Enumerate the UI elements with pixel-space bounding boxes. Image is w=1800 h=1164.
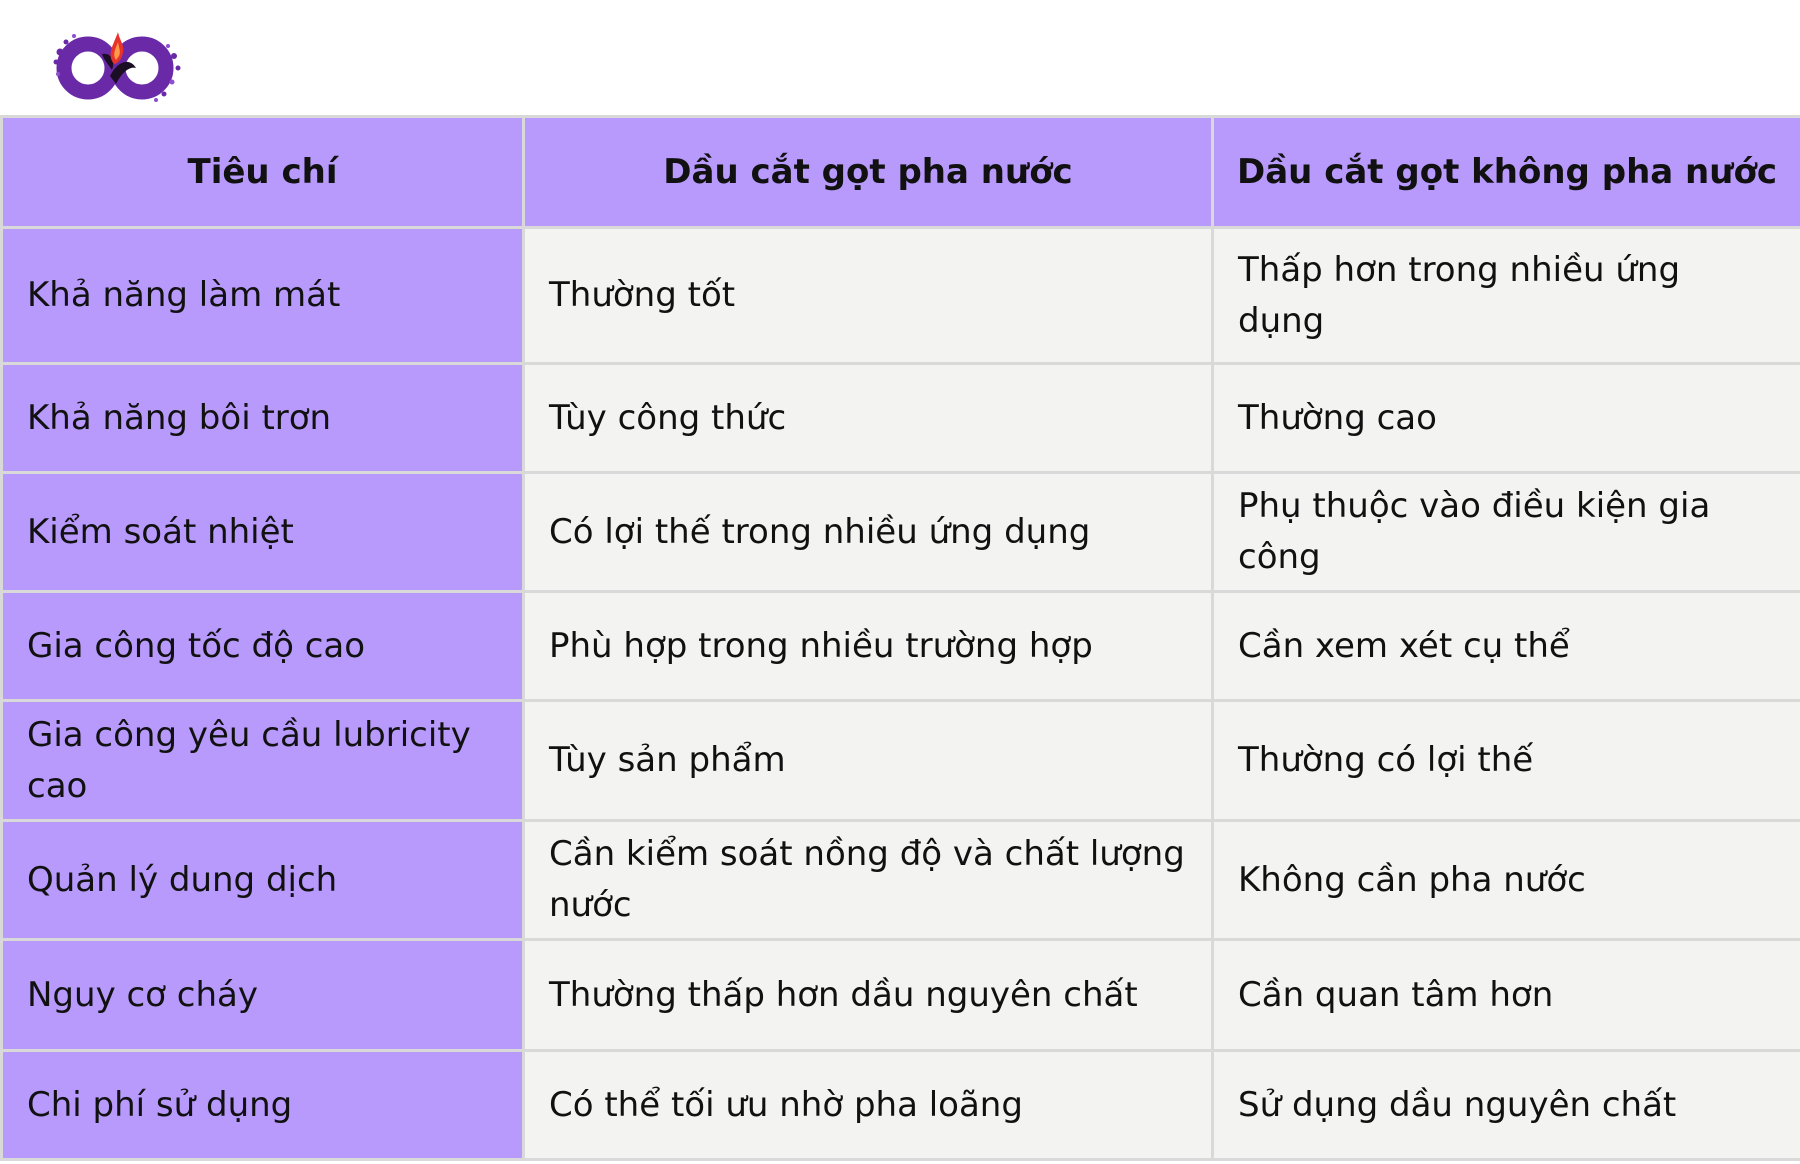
criteria-cell: Khả năng bôi trơn	[2, 364, 524, 473]
table-row	[2, 473, 1800, 592]
header-criteria: Tiêu chí	[2, 117, 524, 228]
header-water-miscible-oil: Dầu cắt gọt pha nước	[524, 117, 1213, 228]
table-cell: Không cần pha nước	[1213, 821, 1800, 940]
table-row	[2, 940, 1800, 1051]
table-cell: Thường cao	[1213, 364, 1800, 473]
table-cell: Cần xem xét cụ thể	[1213, 592, 1800, 701]
table-row	[2, 592, 1800, 701]
table-row	[2, 821, 1800, 940]
table-cell: Sử dụng dầu nguyên chất	[1213, 1051, 1800, 1160]
table-cell: Tùy sản phẩm	[524, 701, 1213, 821]
header-neat-oil: Dầu cắt gọt không pha nước	[1213, 117, 1800, 228]
table-cell: Phù hợp trong nhiều trường hợp	[524, 592, 1213, 701]
table-cell: Có thể tối ưu nhờ pha loãng	[524, 1051, 1213, 1160]
table-row	[2, 228, 1800, 364]
criteria-cell: Gia công tốc độ cao	[2, 592, 524, 701]
table-cell: Thường có lợi thế	[1213, 701, 1800, 821]
table-row	[2, 1051, 1800, 1160]
criteria-cell: Quản lý dung dịch	[2, 821, 524, 940]
table-cell: Cần kiểm soát nồng độ và chất lượng nước	[524, 821, 1213, 940]
table-cell: Tùy công thức	[524, 364, 1213, 473]
table-cell: Cần quan tâm hơn	[1213, 940, 1800, 1051]
criteria-cell: Kiểm soát nhiệt	[2, 473, 524, 592]
table-cell: Thường thấp hơn dầu nguyên chất	[524, 940, 1213, 1051]
infinity-flame-logo-icon	[52, 24, 182, 104]
table-row	[2, 701, 1800, 821]
criteria-cell: Gia công yêu cầu lubricity cao	[2, 701, 524, 821]
criteria-cell: Khả năng làm mát	[2, 228, 524, 364]
criteria-cell: Chi phí sử dụng	[2, 1051, 524, 1160]
table-row	[2, 364, 1800, 473]
table-cell: Thấp hơn trong nhiều ứng dụng	[1213, 228, 1800, 364]
criteria-cell: Nguy cơ cháy	[2, 940, 524, 1051]
table-header-row	[2, 117, 1800, 228]
comparison-table	[0, 115, 1800, 1161]
table-cell: Thường tốt	[524, 228, 1213, 364]
table-cell: Có lợi thế trong nhiều ứng dụng	[524, 473, 1213, 592]
table-cell: Phụ thuộc vào điều kiện gia công	[1213, 473, 1800, 592]
